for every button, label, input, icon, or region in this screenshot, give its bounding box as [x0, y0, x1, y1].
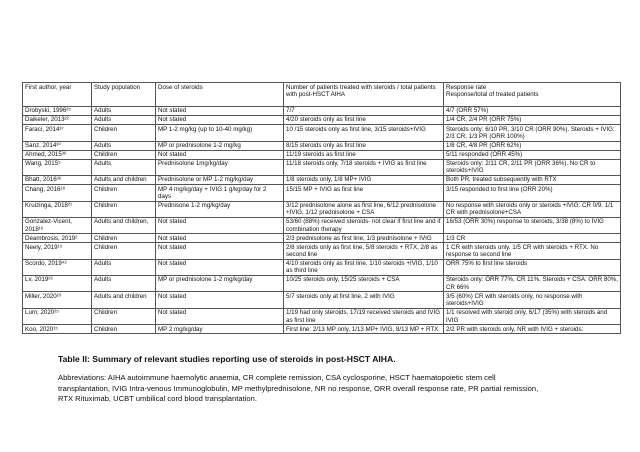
cell-patients-treated: 7/7: [284, 107, 444, 116]
cell-patients-treated: 3/12 prednisolone alone as first line, 6/12 prednisolone +IVIG, 1/12 prednisolone + CSA: [284, 201, 444, 217]
cell-dose: Prednisolone 1mg/kg/day: [156, 159, 284, 175]
cell-response-rate: 2/2 PR with steroids only, NR with IVIG + steroids:: [444, 325, 621, 334]
cell-dose: Not stated: [156, 150, 284, 159]
cell-response-rate: ORR 75% to first line steroids: [444, 259, 621, 275]
cell-response-rate: 1/8 CR, 4/8 PR (ORR 62%): [444, 141, 621, 150]
table-row: [23, 259, 621, 275]
cell-first-author: Miller, 2020²⁹: [23, 292, 92, 308]
table-row: [23, 125, 621, 141]
cell-study-population: Children: [92, 185, 156, 201]
cell-study-population: Adults: [92, 259, 156, 275]
cell-dose: Not stated: [156, 234, 284, 243]
cell-first-author: Sanz, 2014³⁰: [23, 141, 92, 150]
cell-response-rate: Steroids only: 6/10 PR, 3/10 CR (ORR 90%). Steroids + IVIG: 2/3 CR, 1/3 PR (ORR 100%): [444, 125, 621, 141]
table-row: [23, 201, 621, 217]
header-patients-treated: Number of patients treated with steroids / total patients with post-HSCT AIHA: [284, 83, 444, 107]
table-row: [23, 116, 621, 125]
cell-first-author: Lv, 2019²⁶: [23, 276, 92, 292]
table-row: [23, 176, 621, 185]
cell-first-author: Neely, 2019¹⁹: [23, 243, 92, 259]
cell-dose: Not stated: [156, 243, 284, 259]
cell-study-population: Adults: [92, 159, 156, 175]
cell-response-rate: 4/7 (ORR 57%): [444, 107, 621, 116]
cell-dose: Not stated: [156, 107, 284, 116]
cell-dose: Prednisone 1-2 mg/kg/day: [156, 201, 284, 217]
cell-dose: MP or prednisolone 1-2 mg/kg/day: [156, 276, 284, 292]
cell-first-author: Koo, 2020¹⁵: [23, 325, 92, 334]
cell-response-rate: Steroids only: 2/11 CR, 2/11 PR (ORR 36%). No CR to steroids+IVIG: [444, 159, 621, 175]
cell-patients-treated: 10 /15 steroids only as first line, 3/15 steroids+IVIG: [284, 125, 444, 141]
cell-study-population: Adults and children: [92, 176, 156, 185]
cell-response-rate: 3/5 (60%) CR with steroids only, no response with steroids+IVIG: [444, 292, 621, 308]
cell-dose: MP 2 mg/kg/day: [156, 325, 284, 334]
cell-dose: MP 1-2 mg/kg (up to 10-40 mg/kg): [156, 125, 284, 141]
table-row: [23, 107, 621, 116]
cell-patients-treated: 11/18 steroids only, 7/18 steroids + IVIG as first line: [284, 159, 444, 175]
cell-first-author: Gonzalez-Vicent, 2018¹⁶: [23, 217, 92, 233]
cell-patients-treated: 15/15 MP + IVIG as first line: [284, 185, 444, 201]
cell-response-rate: 1/4 CR, 2/4 PR (ORR 75%): [444, 116, 621, 125]
cell-patients-treated: 4/20 steroids only as first line: [284, 116, 444, 125]
cell-dose: Not stated: [156, 259, 284, 275]
table-row: [23, 276, 621, 292]
abbreviations-line: RTX Rituximab, UCBT umbilical cord blood transplantation.: [58, 394, 257, 404]
cell-dose: MP 4 mg/kg/day + IVIG 1 g/kg/day for 2 days: [156, 185, 284, 201]
table-caption: Table II: Summary of relevant studies reporting use of steroids in post-HSCT AIHA.: [58, 354, 396, 364]
table-row: [23, 234, 621, 243]
cell-first-author: Scordo, 2019⁴²: [23, 259, 92, 275]
cell-patients-treated: 53/60 (88%) received steroids- not clear if first line and if combination therapy: [284, 217, 444, 233]
cell-first-author: Drobyski, 1996³⁵: [23, 107, 92, 116]
cell-study-population: Children: [92, 325, 156, 334]
cell-patients-treated: 1/19 had only steroids, 17/19 received steroids and IVIG as first line: [284, 308, 444, 324]
header-dose: Dose of steroids: [156, 83, 284, 107]
abbreviations-line: transplantation, IVIG Intra-venous Immunoglobulin, MP methylprednisolone, NR no response, ORR overall response rate, PR partial remission,: [58, 383, 539, 393]
cell-first-author: Bhatt, 2016³⁶: [23, 176, 92, 185]
cell-response-rate: No response with steroids only or steroids +IVIG: CR 0/9. 1/1 CR with prednisolone+CSA: [444, 201, 621, 217]
table-header-row: [23, 83, 621, 107]
cell-study-population: Adults: [92, 116, 156, 125]
cell-first-author: Chang, 2016²⁸: [23, 185, 92, 201]
cell-patients-treated: 1/8 steroids only, 1/8 MP+ IVIG: [284, 176, 444, 185]
cell-response-rate: 5/11 responded (ORR 45%): [444, 150, 621, 159]
abbreviations-line: Abbreviations: AIHA autoimmune haemolytic anaemia, CR complete remission, CSA cyclosporine, HSCT haematopoietic stem cell: [58, 373, 496, 382]
table-row: [23, 308, 621, 324]
cell-study-population: Children: [92, 125, 156, 141]
table-row: [23, 325, 621, 334]
table-row: [23, 159, 621, 175]
cell-patients-treated: 10/25 steroids only, 15/25 steroids + CSA: [284, 276, 444, 292]
cell-dose: Not stated: [156, 217, 284, 233]
cell-response-rate: 1/3 CR: [444, 234, 621, 243]
cell-study-population: Adults: [92, 141, 156, 150]
table-row: [23, 217, 621, 233]
cell-first-author: Wang, 2015⁵: [23, 159, 92, 175]
cell-study-population: Children: [92, 243, 156, 259]
table-row: [23, 150, 621, 159]
cell-study-population: Children: [92, 308, 156, 324]
cell-patients-treated: 8/15 steroids only as first line: [284, 141, 444, 150]
cell-patients-treated: 2/8 steroids only as first line, 5/8 steroids + RTX, 2/8 as second line: [284, 243, 444, 259]
cell-response-rate: Steroids only: ORR 77%, CR 11%. Steroids + CSA: ORR 80%, CR 66%: [444, 276, 621, 292]
cell-study-population: Children: [92, 150, 156, 159]
cell-patients-treated: First line: 2/13 MP only, 1/13 MP+ IVIG, 8/13 MP + RTX: [284, 325, 444, 334]
cell-dose: Not stated: [156, 308, 284, 324]
cell-patients-treated: 4/10 steroids only as first line, 1/10 steroids +IVIG, 1/10 as third line: [284, 259, 444, 275]
cell-study-population: Children: [92, 201, 156, 217]
header-first-author: First author, year: [23, 83, 92, 107]
cell-study-population: Adults and children,: [92, 217, 156, 233]
cell-response-rate: 1 CR with steroids only. 1/5 CR with steroids + RTX. No response to second line: [444, 243, 621, 259]
cell-first-author: Kruizinga, 2018²¹: [23, 201, 92, 217]
table-row: [23, 141, 621, 150]
cell-response-rate: 3/15 responded to first line (ORR 20%): [444, 185, 621, 201]
cell-response-rate: 16/53 (ORR 30%) response to steroids, 3/38 (8%) to IVIG: [444, 217, 621, 233]
cell-dose: Not stated: [156, 116, 284, 125]
cell-study-population: Adults and children: [92, 292, 156, 308]
cell-study-population: Adults: [92, 107, 156, 116]
cell-dose: MP or prednisolone 1-2 mg/kg: [156, 141, 284, 150]
cell-response-rate: 1/1 resolved with steroid only, 6/17 (35%) with steroids and IVIG: [444, 308, 621, 324]
cell-study-population: Children: [92, 234, 156, 243]
cell-first-author: Faraci, 2014³⁷: [23, 125, 92, 141]
abbreviations-note: [58, 373, 598, 405]
steroid-studies-table: [22, 82, 621, 334]
cell-patients-treated: 2/3 prednisolone as first line, 1/3 prednisolone + IVIG: [284, 234, 444, 243]
cell-first-author: Daikeler, 2013²²: [23, 116, 92, 125]
table-row: [23, 185, 621, 201]
header-study-population: Study population: [92, 83, 156, 107]
table-row: [23, 292, 621, 308]
header-response-rate: Response rate Response/total of treated patients: [444, 83, 621, 107]
cell-patients-treated: 11/19 steroids as first line: [284, 150, 444, 159]
cell-study-population: Adults: [92, 276, 156, 292]
cell-patients-treated: 5/7 steroids only at first line, 2 with IVIG: [284, 292, 444, 308]
cell-first-author: Ahmed, 2015³⁶: [23, 150, 92, 159]
cell-dose: Not stated: [156, 292, 284, 308]
cell-first-author: Deambrosis, 2019²: [23, 234, 92, 243]
cell-first-author: Lum, 2020²⁵: [23, 308, 92, 324]
cell-response-rate: Both PR, treated subsequently with RTX: [444, 176, 621, 185]
table-row: [23, 243, 621, 259]
cell-dose: Prednisolone or MP 1-2 mg/kg/day: [156, 176, 284, 185]
